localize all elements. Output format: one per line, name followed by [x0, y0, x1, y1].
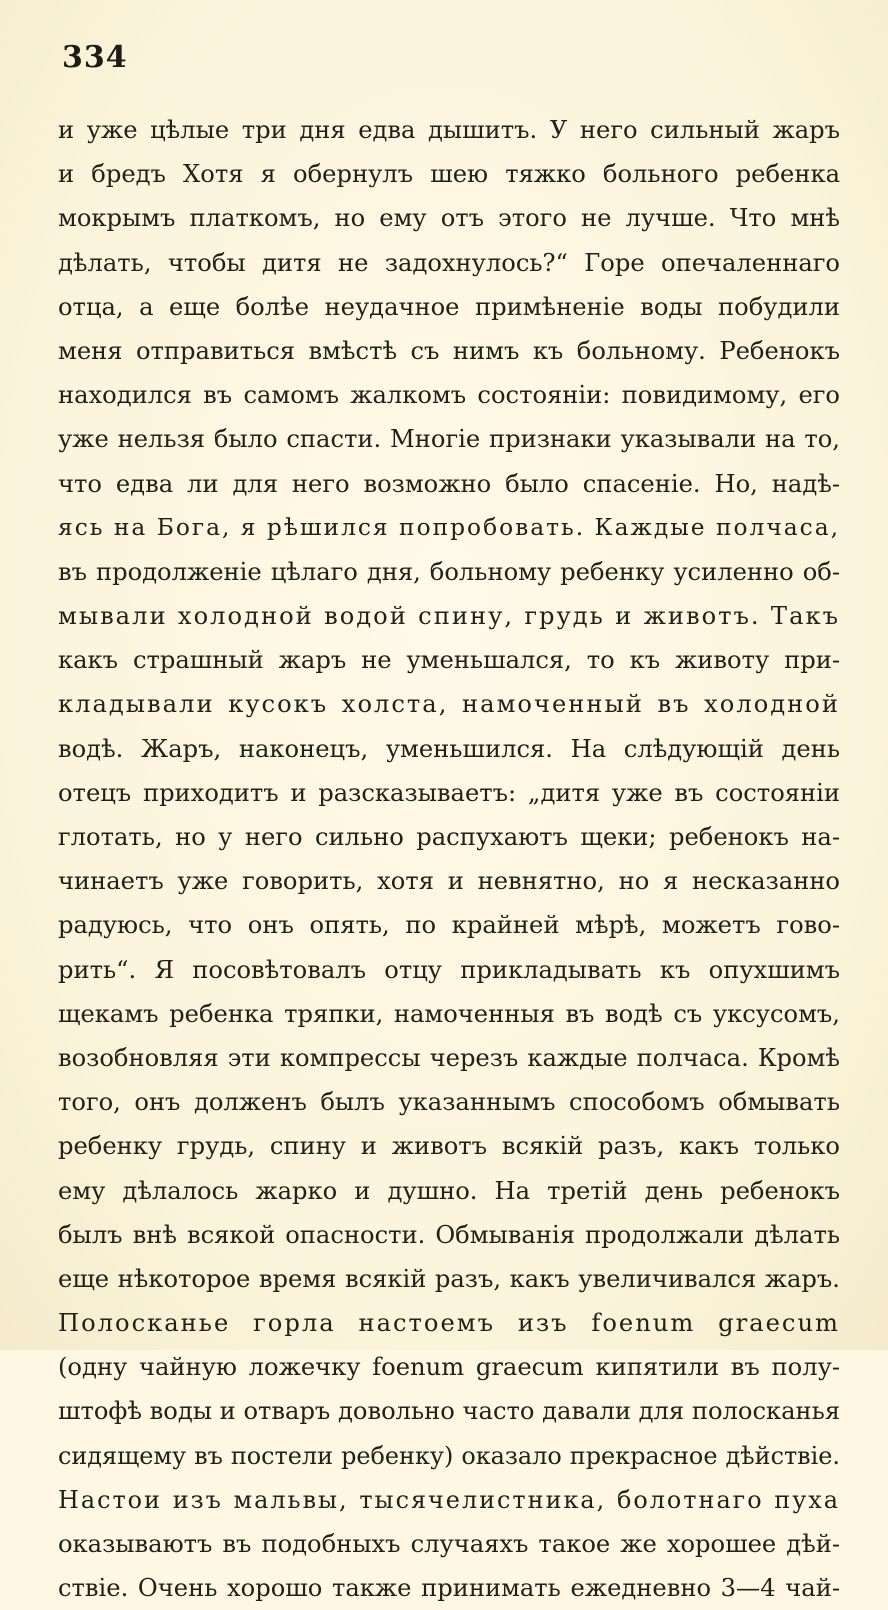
text-line: меня отправиться вмѣстѣ съ нимъ къ больному. Ребенокъ	[58, 336, 840, 365]
text-line: въ продолженіе цѣлаго дня, больному ребенку усиленно об-	[58, 557, 840, 586]
text-line: отецъ приходитъ и разсказываетъ: „дитя уже въ состояніи	[58, 778, 840, 807]
text-line: мывали холодной водой спину, грудь и животъ. Такъ	[58, 602, 840, 631]
text-line: радуюсь, что онъ опять, по крайней мѣрѣ, можетъ гово-	[58, 911, 840, 940]
text-line: мокрымъ платкомъ, но ему отъ этого не лучше. Что мнѣ	[58, 204, 840, 233]
page-number: 334	[62, 40, 128, 75]
text-line: что едва ли для него возможно было спасеніе. Но, надѣ-	[58, 469, 840, 498]
body-text	[58, 108, 840, 1610]
text-line: кладывали кусокъ холста, намоченный въ холодной	[58, 690, 840, 719]
text-line: былъ внѣ всякой опасности. Обмыванія продолжали дѣлать	[58, 1220, 840, 1249]
text-line: того, онъ долженъ былъ указаннымъ способомъ обмывать	[58, 1088, 840, 1117]
text-line: рить“. Я посовѣтовалъ отцу прикладывать къ опухшимъ	[58, 955, 840, 984]
text-line: ребенку грудь, спину и животъ всякій разъ, какъ только	[58, 1132, 840, 1161]
text-line: штофѣ воды и отваръ довольно часто давали для полосканья	[58, 1397, 840, 1426]
text-line: и уже цѣлые три дня едва дышитъ. У него сильный жаръ	[58, 116, 840, 144]
text-line: находился въ самомъ жалкомъ состояніи: повидимому, его	[58, 381, 840, 410]
text-line: возобновляя эти компрессы черезъ каждые полчаса. Кромѣ	[58, 1043, 840, 1072]
text-line: уже нельзя было спасти. Многіе признаки указывали на то,	[58, 425, 840, 454]
text-line: (одну чайную ложечку foenum graecum кипятили въ полу-	[58, 1353, 840, 1382]
text-line: еще нѣкоторое время всякій разъ, какъ увеличивался жаръ.	[58, 1264, 840, 1293]
text-line: Настои изъ мальвы, тысячелистника, болотнаго пуха	[58, 1485, 840, 1514]
text-line: отца, а еще болѣе неудачное примѣненіе воды побудили	[58, 292, 840, 321]
text-line: и бредъ Хотя я обернулъ шею тяжко больного ребенка	[58, 160, 840, 189]
text-line: оказываютъ въ подобныхъ случаяхъ такое же хорошее дѣй-	[58, 1530, 840, 1558]
text-line: ему дѣлалось жарко и душно. На третій день ребенокъ	[58, 1176, 840, 1205]
text-line: глотать, но у него сильно распухаютъ щеки; ребенокъ на-	[58, 823, 840, 851]
text-line: водѣ. Жаръ, наконецъ, уменьшился. На слѣдующій день	[58, 734, 840, 763]
text-line: Полосканье горла настоемъ изъ foenum graecum	[58, 1309, 840, 1338]
text-line: сидящему въ постели ребенку) оказало прекрасное дѣйствіе.	[58, 1441, 840, 1470]
text-line: щекамъ ребенка тряпки, намоченныя въ водѣ съ уксусомъ,	[58, 999, 840, 1028]
text-line: дѣлать, чтобы дитя не задохнулось?“ Горе опечаленнаго	[58, 248, 840, 277]
text-line: ствіе. Очень хорошо также принимать ежедневно 3—4 чай-	[58, 1574, 840, 1603]
text-line: какъ страшный жаръ не уменьшался, то къ животу при-	[58, 646, 840, 675]
text-line: чинаетъ уже говорить, хотя и невнятно, но я несказанно	[58, 867, 840, 896]
text-line: ясь на Бога, я рѣшился попробовать. Каждые полчаса,	[58, 513, 840, 541]
